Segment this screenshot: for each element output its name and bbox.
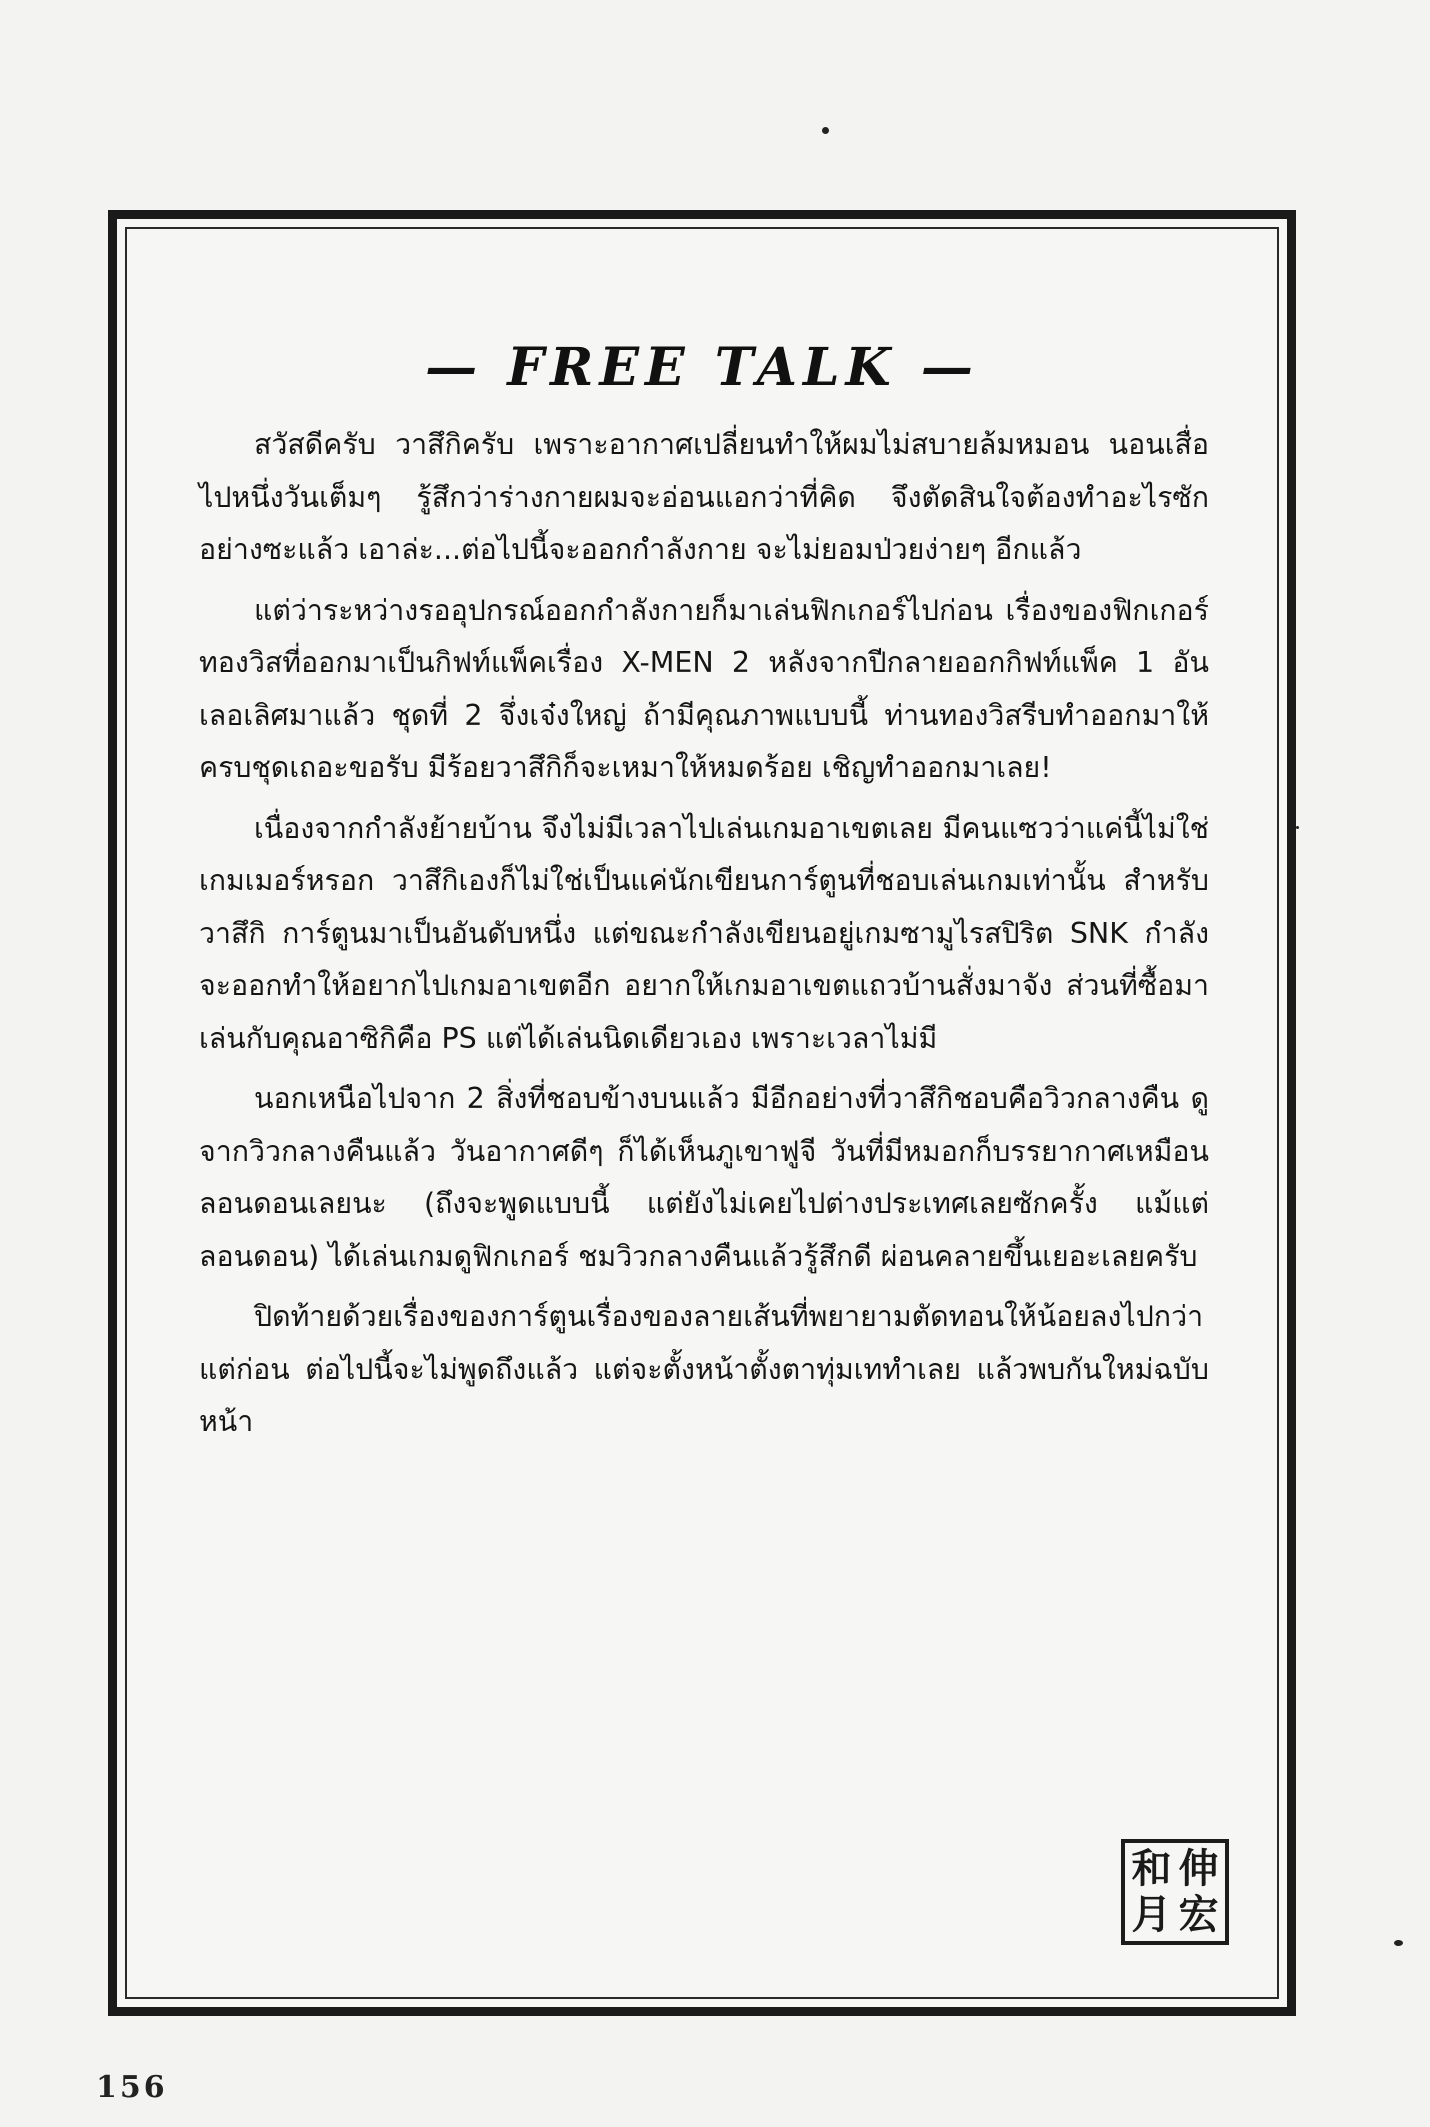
seal-character: 宏 [1178, 1891, 1219, 1938]
seal-character: 月 [1131, 1891, 1172, 1938]
seal-character: 和 [1131, 1845, 1172, 1892]
paragraph: สวัสดีครับ วาสึกิครับ เพราะอากาศเปลี่ยนทำให้ผมไม่สบายล้มหมอน นอนเสื่อไปหนึ่งวันเต็มๆ รู้สึกว่าร่างกายผมจะอ่อนแอกว่าที่คิด จึงตัดสินใจต้องทำอะไรซักอย่างซะแล้ว เอาล่ะ...ต่อไปนี้จะออกกำลังกาย จะไม่ยอมป่วยง่ายๆ อีกแล้ว [199, 428, 1209, 566]
page-number: 156 [96, 2070, 168, 2105]
paragraph: ปิดท้ายด้วยเรื่องของการ์ตูนเรื่องของลายเส้นที่พยายามตัดทอนให้น้อยลงไปกว่าแต่ก่อน ต่อไปนี้จะไม่พูดถึงแล้ว แต่จะตั้งหน้าตั้งตาทุ่มเททำเลย แล้วพบกันใหม่ฉบับหน้า [199, 1300, 1209, 1438]
scan-speck [822, 127, 829, 134]
scan-speck [1296, 826, 1299, 829]
paragraph: แต่ว่าระหว่างรออุปกรณ์ออกกำลังกายก็มาเล่นฟิกเกอร์ไปก่อน เรื่องของฟิกเกอร์ทองวิสที่ออกมาเป็นกิฟท์แพ็คเรื่อง X-MEN 2 หลังจากปีกลายออกกิฟท์แพ็ค 1 อัน เลอเลิศมาแล้ว ชุดที่ 2 จึ่งเจ๋งใหญ่ ถ้ามีคุณภาพแบบนี้ ท่านทองวิสรีบทำออกมาให้ครบชุดเถอะขอรับ มีร้อยวาสึกิก็จะเหมาให้หมดร้อย เชิญทำออกมาเลย! [199, 593, 1209, 784]
free-talk-frame [108, 210, 1296, 2016]
paragraph: นอกเหนือไปจาก 2 สิ่งที่ชอบข้างบนแล้ว มีอีกอย่างที่วาสึกิชอบคือวิวกลางคืน ดูจากวิวกลางคืนแล้ว วันอากาศดีๆ ก็ได้เห็นภูเขาฟูจี วันที่มีหมอกก็บรรยากาศเหมือนลอนดอนเลยนะ (ถึงจะพูดแบบนี้ แต่ยังไม่เคยไปต่างประเทศเลยซักครั้ง แม้แต่ลอนดอน) ได้เล่นเกมดูฟิกเกอร์ ชมวิวกลางคืนแล้วรู้สึกดี ผ่อนคลายขึ้นเยอะเลยครับ [199, 1082, 1209, 1273]
author-seal-stamp [1121, 1839, 1229, 1945]
article-body [199, 419, 1209, 1457]
seal-character: 伸 [1178, 1845, 1219, 1892]
page-title: — FREE TALK — [425, 337, 979, 398]
paragraph: เนื่องจากกำลังย้ายบ้าน จึงไม่มีเวลาไปเล่นเกมอาเขตเลย มีคนแซวว่าแค่นี้ไม่ใช่เกมเมอร์หรอก วาสึกิเองก็ไม่ใช่เป็นแค่นักเขียนการ์ตูนที่ชอบเล่นเกมเท่านั้น สำหรับวาสึกิ การ์ตูนมาเป็นอันดับหนึ่ง แต่ขณะกำลังเขียนอยู่เกมซามูไรสปิริต SNK กำลังจะออกทำให้อยากไปเกมอาเขตอีก อยากให้เกมอาเขตแถวบ้านสั่งมาจัง ส่วนที่ซื้อมาเล่นกับคุณอาซิกิคือ PS แต่ได้เล่นนิดเดียวเอง เพราะเวลาไม่มี [199, 811, 1209, 1055]
scan-speck [1394, 1940, 1403, 1946]
